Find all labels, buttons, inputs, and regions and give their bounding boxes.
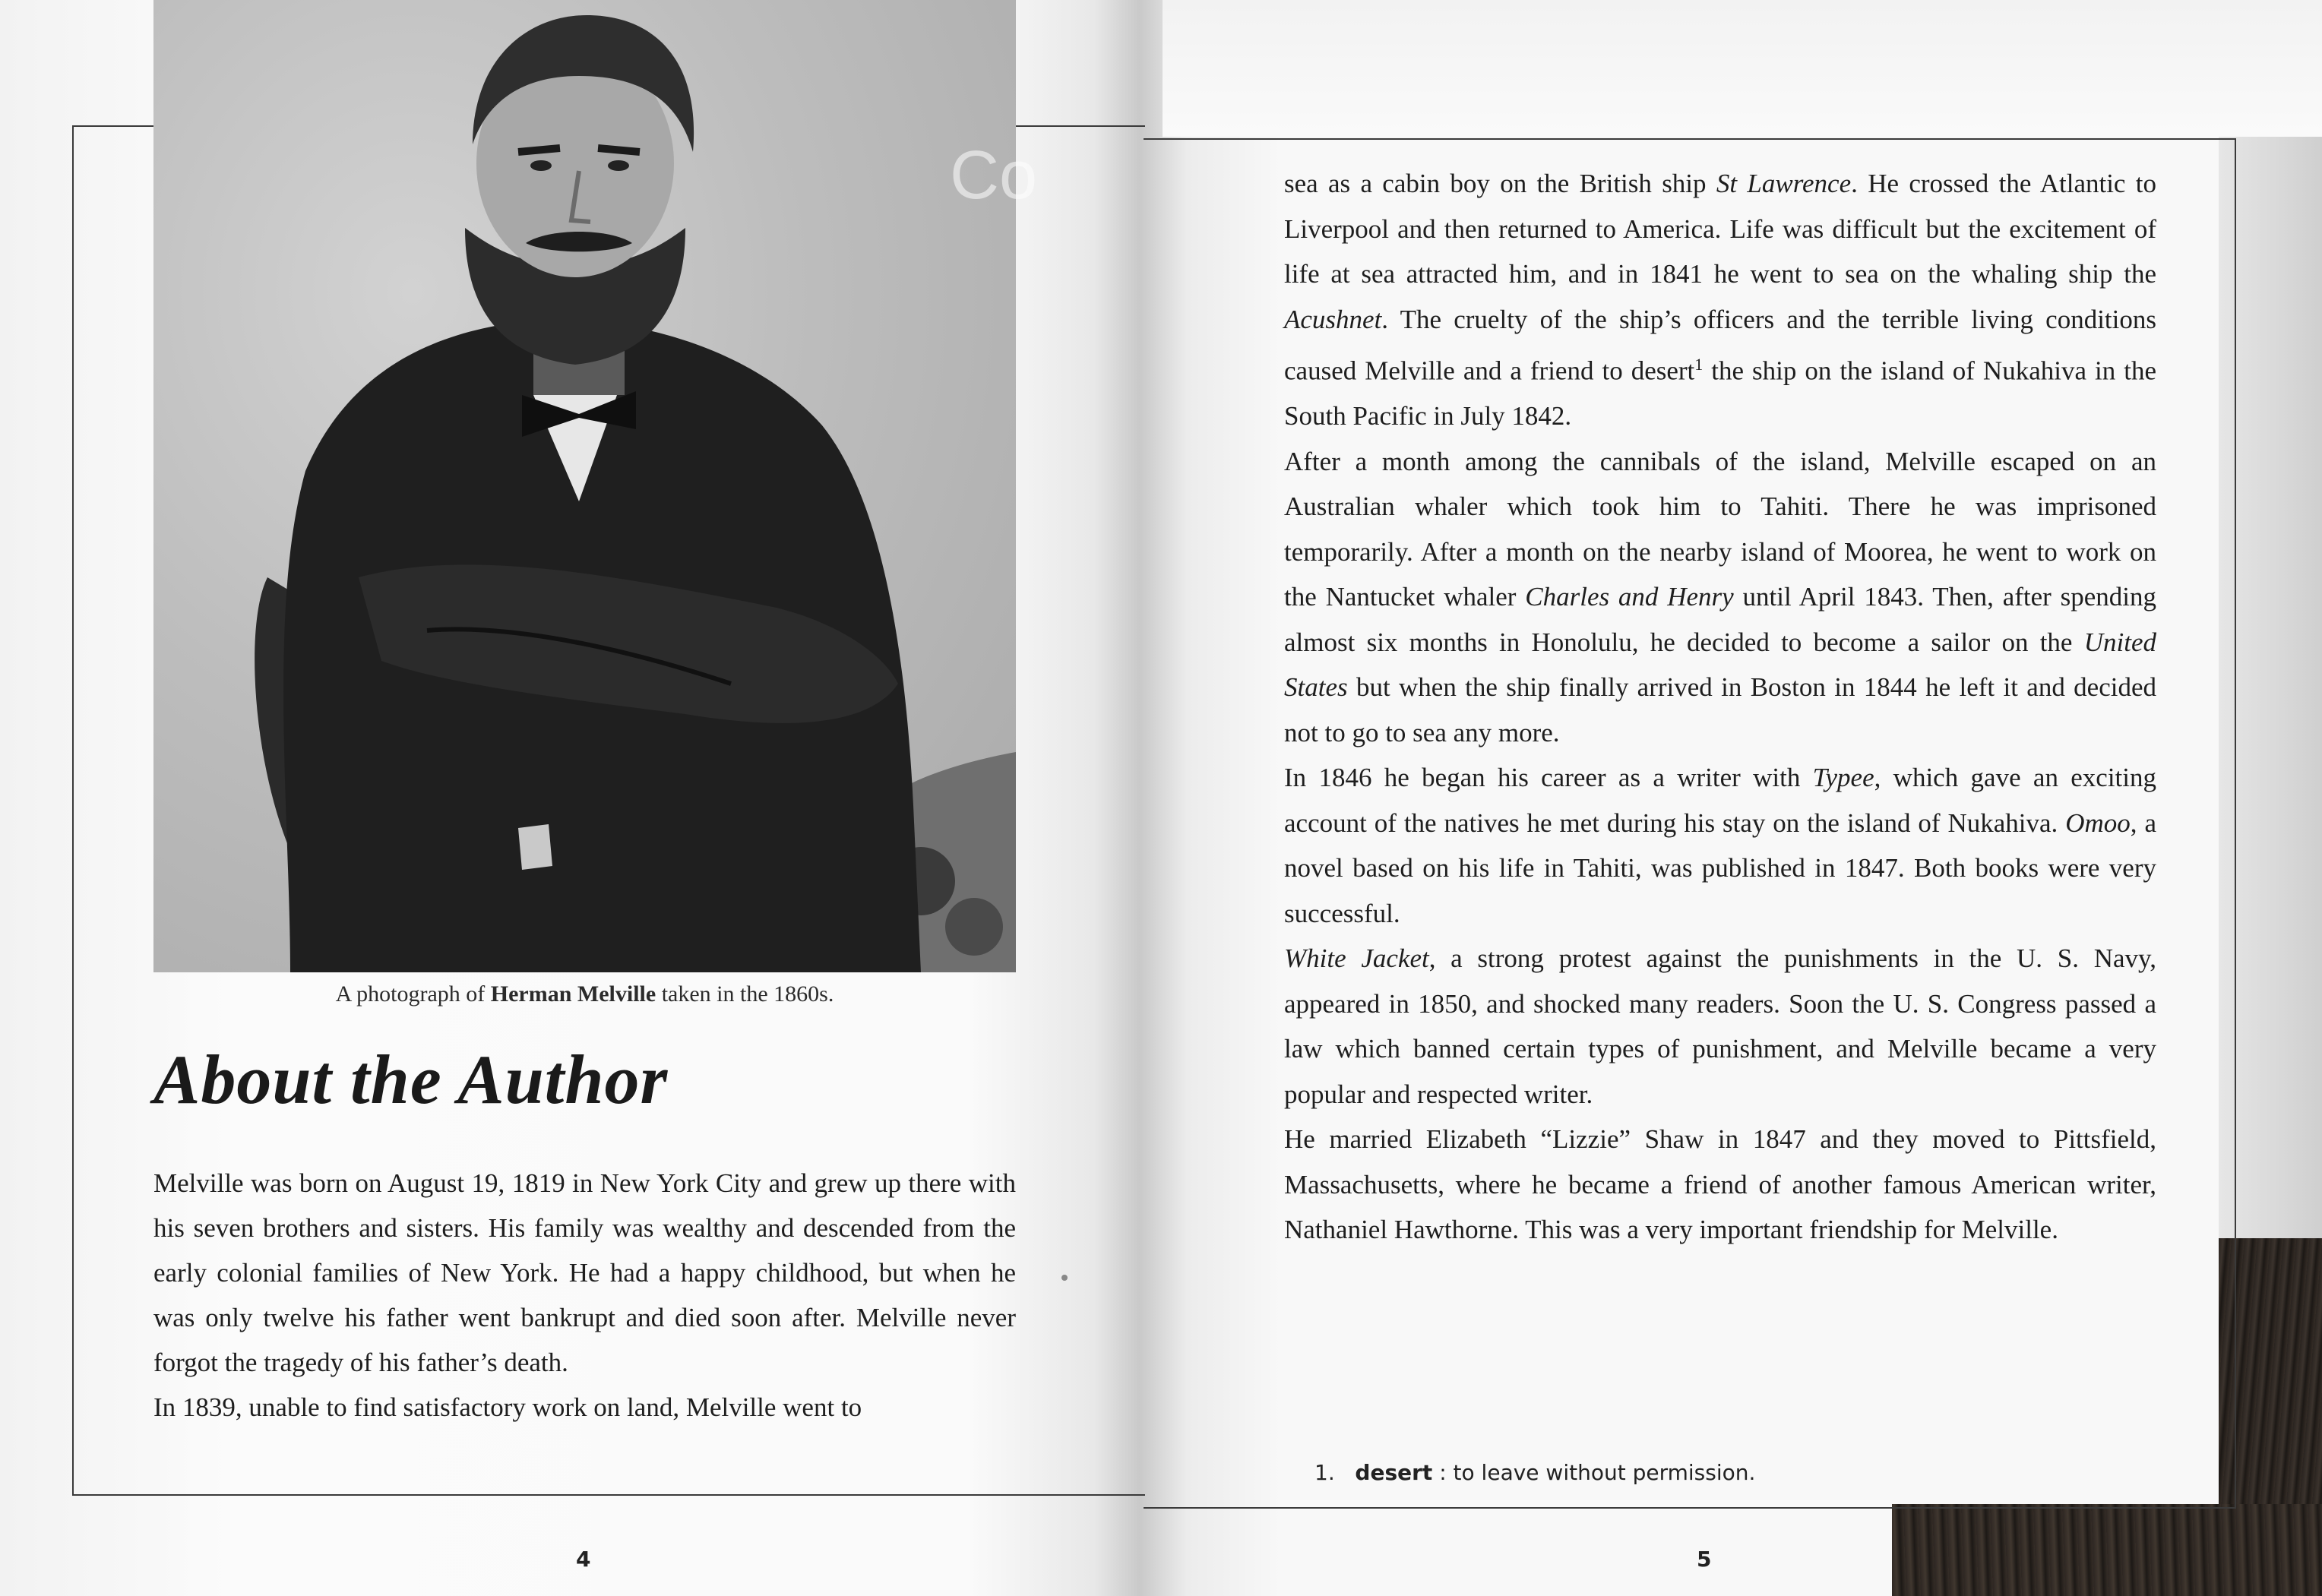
paragraph: In 1846 he began his career as a writer with Typee, which gave an exciting account of the natives he met during his stay on the island of Nukahiva. Omoo, a novel based on his life in Tahiti, was published in 1847. Both books were very successful. <box>1284 763 2156 928</box>
page-number-left: 4 <box>576 1547 591 1572</box>
paragraph: White Jacket, a strong protest against the punishments in the U. S. Navy, appeared in 1850, and shocked many readers. Soon the U. S. Congress passed a law which banned certain types of punishment, and Melville became a very popular and respected writer. <box>1284 943 2156 1109</box>
background-wood-bottom <box>1892 1504 2322 1596</box>
page-number-right: 5 <box>1697 1547 1712 1572</box>
paragraph: He married Elizabeth “Lizzie” Shaw in 1847 and they moved to Pittsfield, Massachusetts, where he became a friend of another famous American writer, Nathaniel Hawthorne. This was a very important friendship for Melville. <box>1284 1124 2156 1245</box>
portrait-illustration <box>153 0 1016 972</box>
page-bleed-top <box>1163 0 2322 137</box>
footnote-marker: 1 <box>1694 355 1704 374</box>
paragraph: sea as a cabin boy on the British ship St Lawrence. He crossed the Atlantic to Liverpool and then returned to America. Life was difficult but the excitement of life at sea attracted him, and in 1841 he went to sea on the whaling ship the Acushnet. The cruelty of the ship’s officers and the terrible living conditions caused Melville and a friend to desert$^1$ the ship on the island of Nukahiva in the South Pacific in July 1842. <box>1284 169 2157 431</box>
photo-caption <box>153 981 1016 1007</box>
left-body-text <box>153 1161 1016 1430</box>
caption-text-start: A photograph of <box>335 981 491 1007</box>
right-body-text <box>1284 161 2156 1253</box>
footnote: 1. desert : to leave without permission. <box>1314 1460 1756 1485</box>
page-title: About the Author <box>153 1041 669 1118</box>
margin-dot <box>1061 1275 1068 1281</box>
caption-text-end: taken in the 1860s. <box>656 981 834 1007</box>
paragraph: In 1839, unable to find satisfactory work on land, Melville went to <box>153 1392 862 1422</box>
caption-author-name: Herman Melville <box>490 981 656 1007</box>
paragraph: Melville was born on August 19, 1819 in New York City and grew up there with his seven brothers and sisters. His family was wealthy and descended from the early colonial families of New York. He had a happy childhood, but when he was only twelve his father went bankrupt and died soon after. Melville never forgot the tragedy of his father’s death. <box>153 1168 1016 1377</box>
paragraph: After a month among the cannibals of the island, Melville escaped on an Australian whaler which took him to Tahiti. There he was imprisoned temporarily. After a month on the nearby island of Moorea, he went to work on the Nantucket whaler Charles and Henry until April 1843. Then, after spending almost six months in Honolulu, he decided to become a sailor on the United States but when the ship finally arrived in Boston in 1844 he left it and decided not to go to sea any more. <box>1284 446 2157 747</box>
author-photograph <box>153 0 1016 972</box>
ghosted-heading: Co <box>950 137 1038 213</box>
